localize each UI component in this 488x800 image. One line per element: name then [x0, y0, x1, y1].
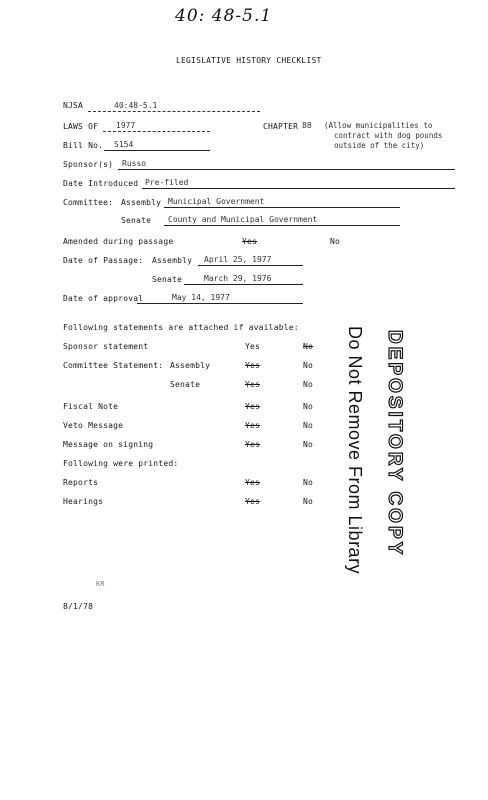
bill-no-label: Bill No. [63, 141, 104, 150]
bill-no-line [104, 150, 210, 151]
message-on-signing-label: Message on signing [63, 440, 154, 449]
passage-senate-line [184, 284, 303, 285]
amended-no: No [330, 237, 341, 246]
sponsors-value: Russo [122, 159, 147, 168]
committee-assembly-value: Municipal Government [168, 197, 265, 206]
committee-assembly-line [164, 207, 400, 208]
njsa-line [88, 111, 260, 112]
chapter-note-3: outside of the city) [334, 141, 425, 150]
date-introduced-value: Pre-filed [145, 178, 189, 187]
sponsor-statement-yes: Yes [245, 342, 261, 351]
committee-senate-line [164, 225, 400, 226]
reports-no: No [303, 478, 314, 487]
date-introduced-line [142, 188, 455, 189]
approval-label: Date of approval [63, 294, 144, 303]
initials: KR [96, 580, 105, 588]
page-title: LEGISLATIVE HISTORY CHECKLIST [176, 56, 322, 65]
senate-statement-label: Senate [170, 380, 201, 389]
committee-senate-label: Senate [121, 216, 152, 225]
passage-assembly-line [198, 265, 303, 266]
laws-of-value: 1977 [116, 121, 136, 130]
veto-message-yes: Yes [245, 421, 261, 430]
committee-statement-yes: Yes [245, 361, 261, 370]
hearings-no: No [303, 497, 314, 506]
chapter-label: CHAPTER [263, 122, 299, 131]
laws-of-line [103, 131, 210, 132]
do-not-remove-stamp: Do Not Remove From Library [345, 326, 365, 575]
passage-assembly-value: April 25, 1977 [204, 255, 272, 264]
senate-statement-yes: Yes [245, 380, 261, 389]
printed-heading: Following were printed: [63, 459, 179, 468]
njsa-label: NJSA [63, 101, 84, 110]
chapter-note-2: contract with dog pounds [334, 131, 443, 140]
amended-yes: Yes [242, 237, 258, 246]
hearings-yes: Yes [245, 497, 261, 506]
chapter-note-1: (Allow municipalities to [324, 121, 433, 130]
committee-assembly-label: Assembly [121, 198, 162, 207]
fiscal-note-no: No [303, 402, 314, 411]
passage-assembly-label: Assembly [152, 256, 193, 265]
message-on-signing-no: No [303, 440, 314, 449]
approval-line [137, 303, 303, 304]
hearings-label: Hearings [63, 497, 104, 506]
njsa-value: 40:48-5.1 [114, 101, 158, 110]
sponsors-line [118, 169, 455, 170]
fiscal-note-label: Fiscal Note [63, 402, 119, 411]
senate-statement-no: No [303, 380, 314, 389]
committee-label: Committee: [63, 198, 114, 207]
veto-message-no: No [303, 421, 314, 430]
sponsors-label: Sponsor(s) [63, 160, 114, 169]
date-introduced-label: Date Introduced [63, 179, 139, 188]
footer-date: 8/1/78 [63, 602, 94, 611]
approval-value: May 14, 1977 [172, 293, 230, 302]
passage-senate-label: Senate [152, 275, 183, 284]
reports-label: Reports [63, 478, 99, 487]
committee-statement-label: Committee Statement: [63, 361, 164, 370]
sponsor-statement-no: No [303, 342, 314, 351]
committee-senate-value: County and Municipal Government [168, 215, 318, 224]
handwritten-code: 40: 48-5.1 [175, 6, 273, 26]
message-on-signing-yes: Yes [245, 440, 261, 449]
bill-no-value: S154 [114, 140, 134, 149]
laws-of-label: LAWS OF [63, 122, 99, 131]
veto-message-label: Veto Message [63, 421, 124, 430]
amended-label: Amended during passage [63, 237, 174, 246]
sponsor-statement-label: Sponsor statement [63, 342, 149, 351]
passage-senate-value: March 29, 1976 [204, 274, 272, 283]
fiscal-note-yes: Yes [245, 402, 261, 411]
depository-copy-stamp: DEPOSITORY COPY [384, 330, 405, 558]
statements-heading: Following statements are attached if available: [63, 323, 299, 332]
passage-label: Date of Passage: [63, 256, 144, 265]
chapter-value: 88 [302, 121, 312, 130]
committee-statement-assembly: Assembly [170, 361, 211, 370]
committee-statement-no: No [303, 361, 314, 370]
reports-yes: Yes [245, 478, 261, 487]
